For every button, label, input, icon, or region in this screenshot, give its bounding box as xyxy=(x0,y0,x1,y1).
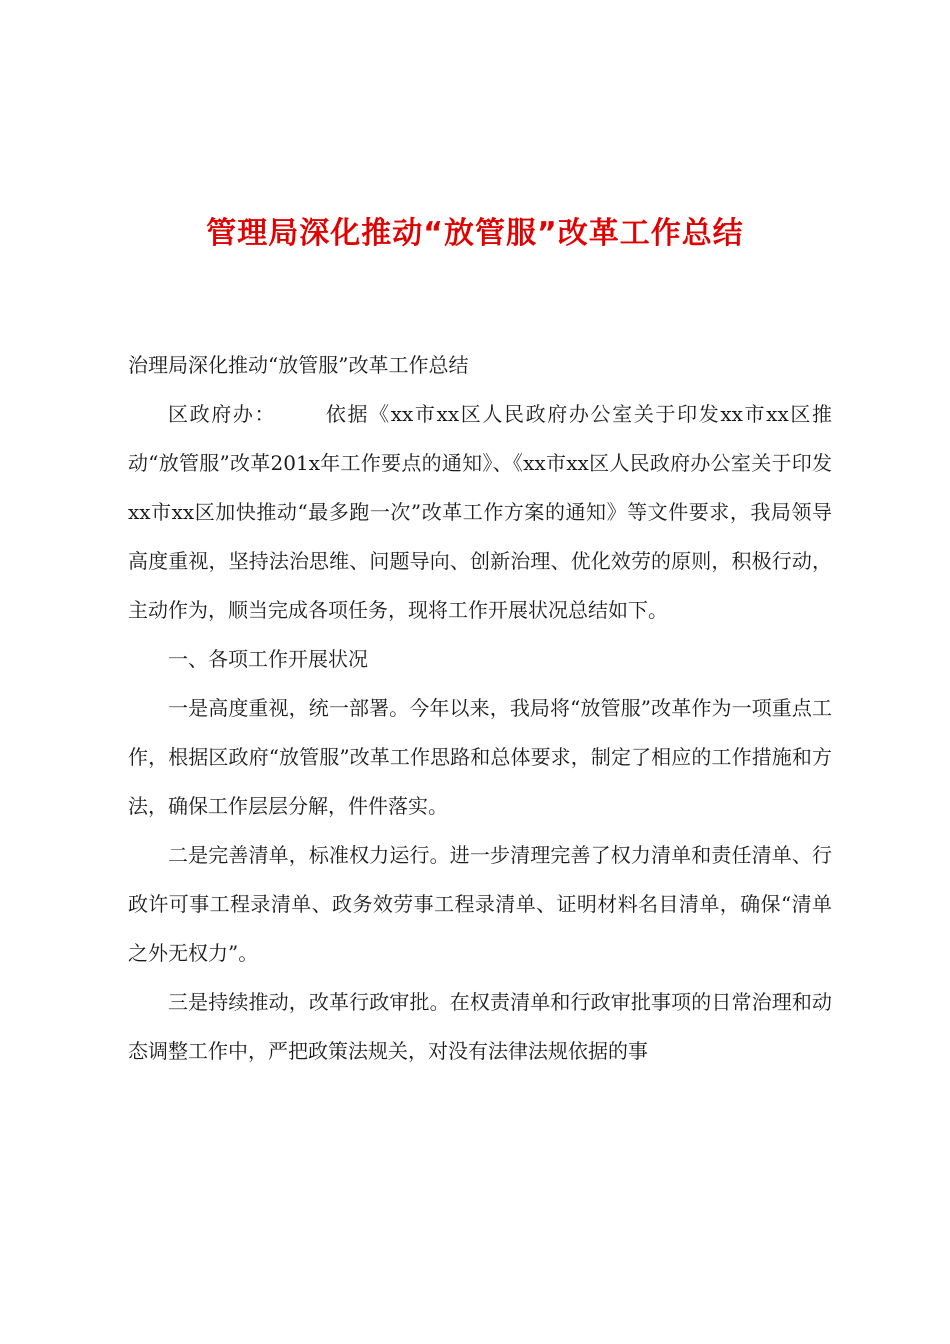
section-heading: 一、各项工作开展状况 xyxy=(168,647,368,671)
document-subtitle: 治理局深化推动“放管服”改革工作总结 xyxy=(128,353,469,377)
document-body xyxy=(128,341,832,1076)
paragraph-item-2: 二是完善清单，标准权力运行。进一步清理完善了权力清单和责任清单、行政许可事工程录清单、政务效劳事工程录清单、证明材料名目清单，确保“清单之外无权力”。 xyxy=(128,843,832,965)
intro-text: 依据《xx市xx区人民政府办公室关于印发xx市xx区推动“放管服”改革201x年工作要点的通知》、《xx市xx区人民政府办公室关于印发xx市xx区加快推动“最多跑一次”改革工作方案的通知》等文件要求，我局领导高度重视，坚持法治思维、问题导向、创新治理、优化效劳的原则，积极行动，主动作为，顺当完成各项任务，现将工作开展状况总结如下。 xyxy=(128,402,833,622)
document-title: 管理局深化推动“放管服”改革工作总结 xyxy=(206,216,744,251)
intro-paragraph xyxy=(128,390,832,635)
paragraph-item-1: 一是高度重视，统一部署。今年以来，我局将“放管服”改革作为一项重点工作，根据区政府“放管服”改革工作思路和总体要求，制定了相应的工作措施和方法，确保工作层层分解，件件落实。 xyxy=(128,696,832,818)
paragraph-item-3: 三是持续推动，改革行政审批。在权责清单和行政审批事项的日常治理和动态调整工作中，严把政策法规关，对没有法律法规依据的事 xyxy=(128,990,832,1063)
addressee: 区政府办： xyxy=(168,402,277,426)
